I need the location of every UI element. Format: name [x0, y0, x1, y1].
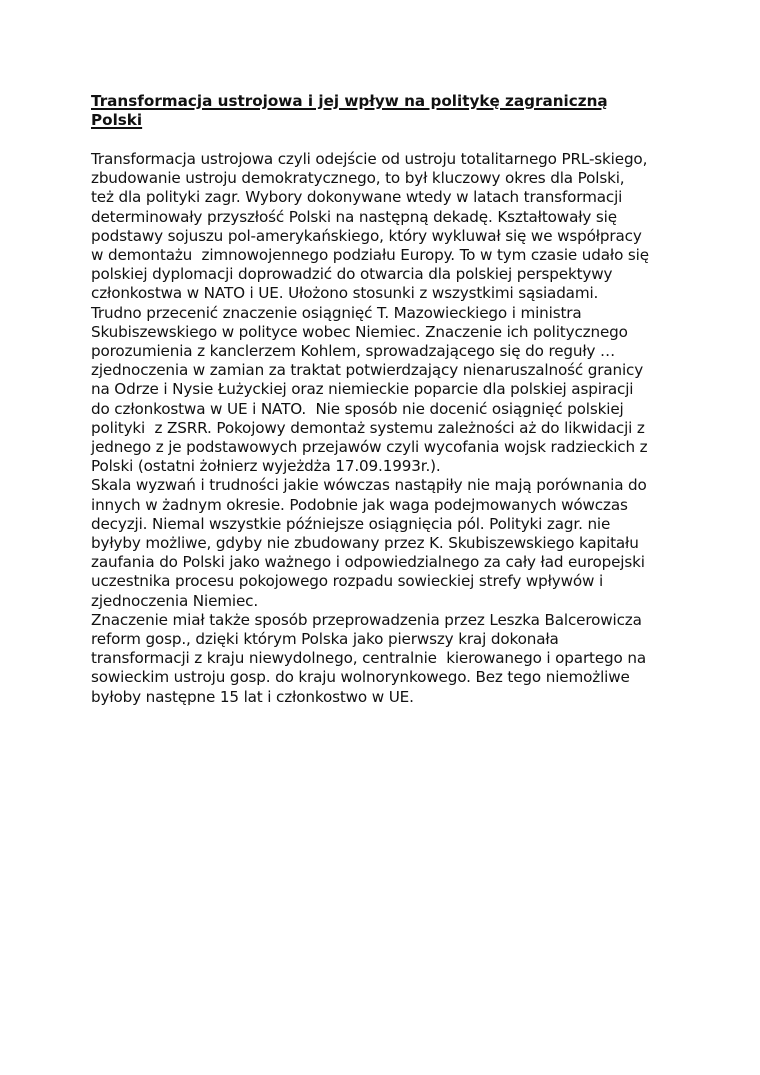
title-line: Transformacja ustrojowa i jej wpływ na politykę zagraniczną: [91, 92, 608, 110]
text-line: na Odrze i Nysie Łużyckiej oraz niemieckie poparcie dla polskiej aspiracji: [91, 380, 634, 399]
text-line: decyzji. Niemal wszystkie późniejsze osiągnięcia pól. Polityki zagr. nie: [91, 514, 611, 533]
title-line: Polski: [91, 111, 143, 129]
text-line: podstawy sojuszu pol-amerykańskiego, który wykluwał się we współpracy: [91, 226, 642, 245]
text-line: determinowały przyszłość Polski na następną dekadę. Kształtowały się: [91, 207, 617, 226]
text-line: byłoby następne 15 lat i członkostwo w UE.: [91, 687, 414, 706]
text-line: innych w żadnym okresie. Podobnie jak waga podejmowanych wówczas: [91, 495, 628, 514]
text-line: zaufania do Polski jako ważnego i odpowiedzialnego za cały ład europejski: [91, 553, 645, 572]
text-line: zjednoczenia Niemiec.: [91, 591, 259, 610]
text-line: Polski (ostatni żołnierz wyjeżdża 17.09.1993r.).: [91, 457, 441, 476]
text-line: byłyby możliwe, gdyby nie zbudowany przez K. Skubiszewskiego kapitału: [91, 534, 639, 553]
text-line: Skubiszewskiego w polityce wobec Niemiec. Znaczenie ich politycznego: [91, 322, 628, 341]
text-line: jednego z je podstawowych przejawów czyli wycofania wojsk radzieckich z: [91, 438, 648, 457]
text-line: polskiej dyplomacji doprowadzić do otwarcia dla polskiej perspektywy: [91, 265, 613, 284]
text-line: Trudno przecenić znaczenie osiągnięć T. Mazowieckiego i ministra: [91, 303, 582, 322]
text-line: też dla polityki zagr. Wybory dokonywane wtedy w latach transformacji: [91, 188, 623, 207]
document-body: [91, 150, 691, 707]
text-line: reform gosp., dzięki którym Polska jako pierwszy kraj dokonała: [91, 630, 559, 649]
text-line: porozumienia z kanclerzem Kohlem, sprowadzającego się do reguły …: [91, 342, 616, 361]
text-line: Skala wyzwań i trudności jakie wówczas nastąpiły nie mają porównania do: [91, 476, 647, 495]
text-line: Znaczenie miał także sposób przeprowadzenia przez Leszka Balcerowicza: [91, 610, 642, 629]
text-line: uczestnika procesu pokojowego rozpadu sowieckiej strefy wpływów i: [91, 572, 604, 591]
text-line: sowieckim ustroju gosp. do kraju wolnorynkowego. Bez tego niemożliwe: [91, 668, 630, 687]
text-line: Transformacja ustrojowa czyli odejście od ustroju totalitarnego PRL-skiego,: [91, 150, 648, 168]
text-line: zjednoczenia w zamian za traktat potwierdzający nienaruszalność granicy: [91, 361, 644, 380]
text-line: członkostwa w NATO i UE. Ułożono stosunki z wszystkimi sąsiadami.: [91, 284, 599, 303]
text-line: w demontażu zimnowojennego podziału Europy. To w tym czasie udało się: [91, 246, 649, 265]
text-line: zbudowanie ustroju demokratycznego, to był kluczowy okres dla Polski,: [91, 169, 625, 188]
text-line: transformacji z kraju niewydolnego, centralnie kierowanego i opartego na: [91, 649, 646, 668]
text-line: do członkostwa w UE i NATO. Nie sposób nie docenić osiągnięć polskiej: [91, 399, 624, 418]
document-title: [91, 92, 681, 130]
text-line: polityki z ZSRR. Pokojowy demontaż systemu zależności aż do likwidacji z: [91, 418, 645, 437]
